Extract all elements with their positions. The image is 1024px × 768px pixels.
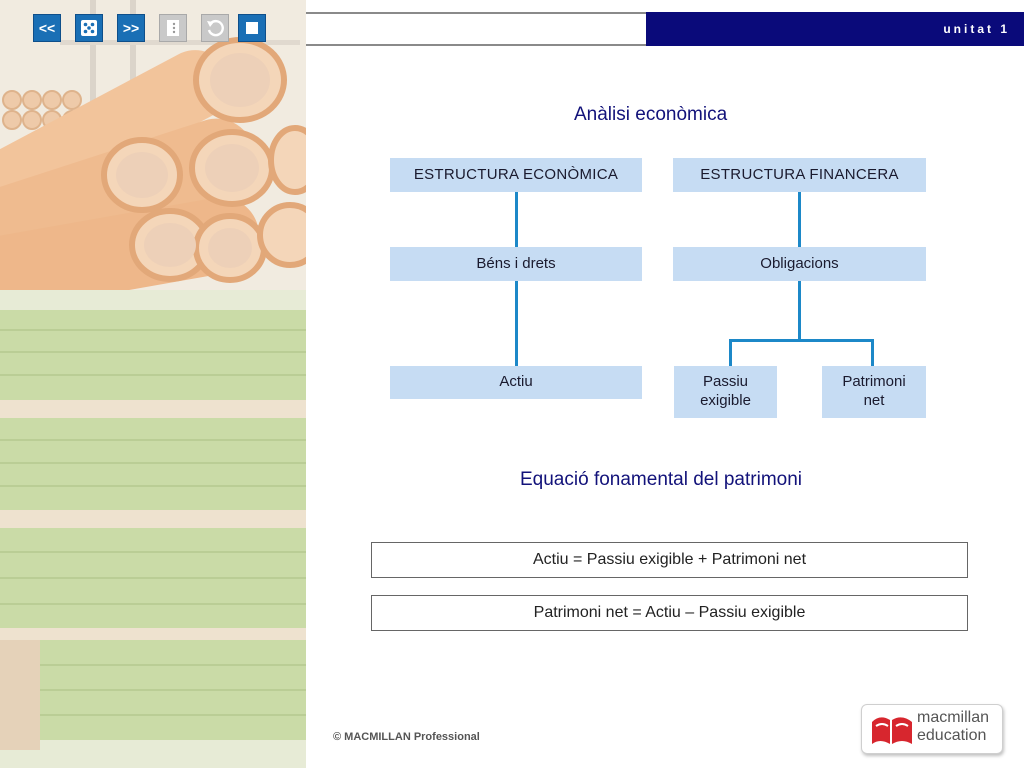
connector-line (798, 281, 801, 340)
connector-line (729, 339, 732, 366)
outline-button[interactable] (159, 14, 187, 42)
pipes-and-timber-illustration (0, 0, 306, 768)
equation-box: Actiu = Passiu exigible + Patrimoni net (371, 542, 968, 578)
goods-and-rights-box: Béns i drets (390, 247, 642, 281)
first-slide-button[interactable] (33, 14, 61, 42)
connector-line (798, 192, 801, 247)
obligations-box: Obligacions (673, 247, 926, 281)
economic-structure-box: ESTRUCTURA ECONÒMICA (390, 158, 642, 192)
double-right-arrow-icon: >> (122, 20, 140, 36)
logo-wordmark (917, 709, 989, 745)
menu-button[interactable] (75, 14, 103, 42)
dotted-bar-icon (166, 19, 180, 37)
book-logo-icon (870, 712, 914, 748)
equity-box: Patrimoni net (822, 366, 926, 418)
assets-box: Actiu (390, 366, 642, 399)
header-bar-light (306, 12, 646, 46)
stop-square-icon (245, 21, 259, 35)
connector-line (515, 281, 518, 366)
macmillan-education-logo (861, 704, 1003, 754)
connector-line (515, 192, 518, 247)
double-left-arrow-icon: << (38, 20, 56, 36)
logo-line-2: education (917, 727, 987, 744)
logo-line-1: macmillan (917, 709, 990, 726)
header-bar (646, 12, 1024, 46)
undo-icon (205, 18, 225, 38)
connector-line (871, 339, 874, 366)
equation-box: Patrimoni net = Actiu – Passiu exigible (371, 595, 968, 631)
liabilities-box: Passiu exigible (674, 366, 777, 418)
analysis-title: Anàlisi econòmica (574, 104, 728, 125)
last-slide-button[interactable] (117, 14, 145, 42)
stop-button[interactable] (238, 14, 266, 42)
financial-structure-box: ESTRUCTURA FINANCERA (673, 158, 926, 192)
undo-button[interactable] (201, 14, 229, 42)
copyright-text: © MACMILLAN Professional (333, 731, 480, 743)
unit-label: unitat 1 (943, 22, 1010, 36)
connector-line (729, 339, 874, 342)
equation-title: Equació fonamental del patrimoni (520, 469, 803, 490)
background-photo (0, 0, 306, 768)
grid-dots-icon (80, 19, 98, 37)
